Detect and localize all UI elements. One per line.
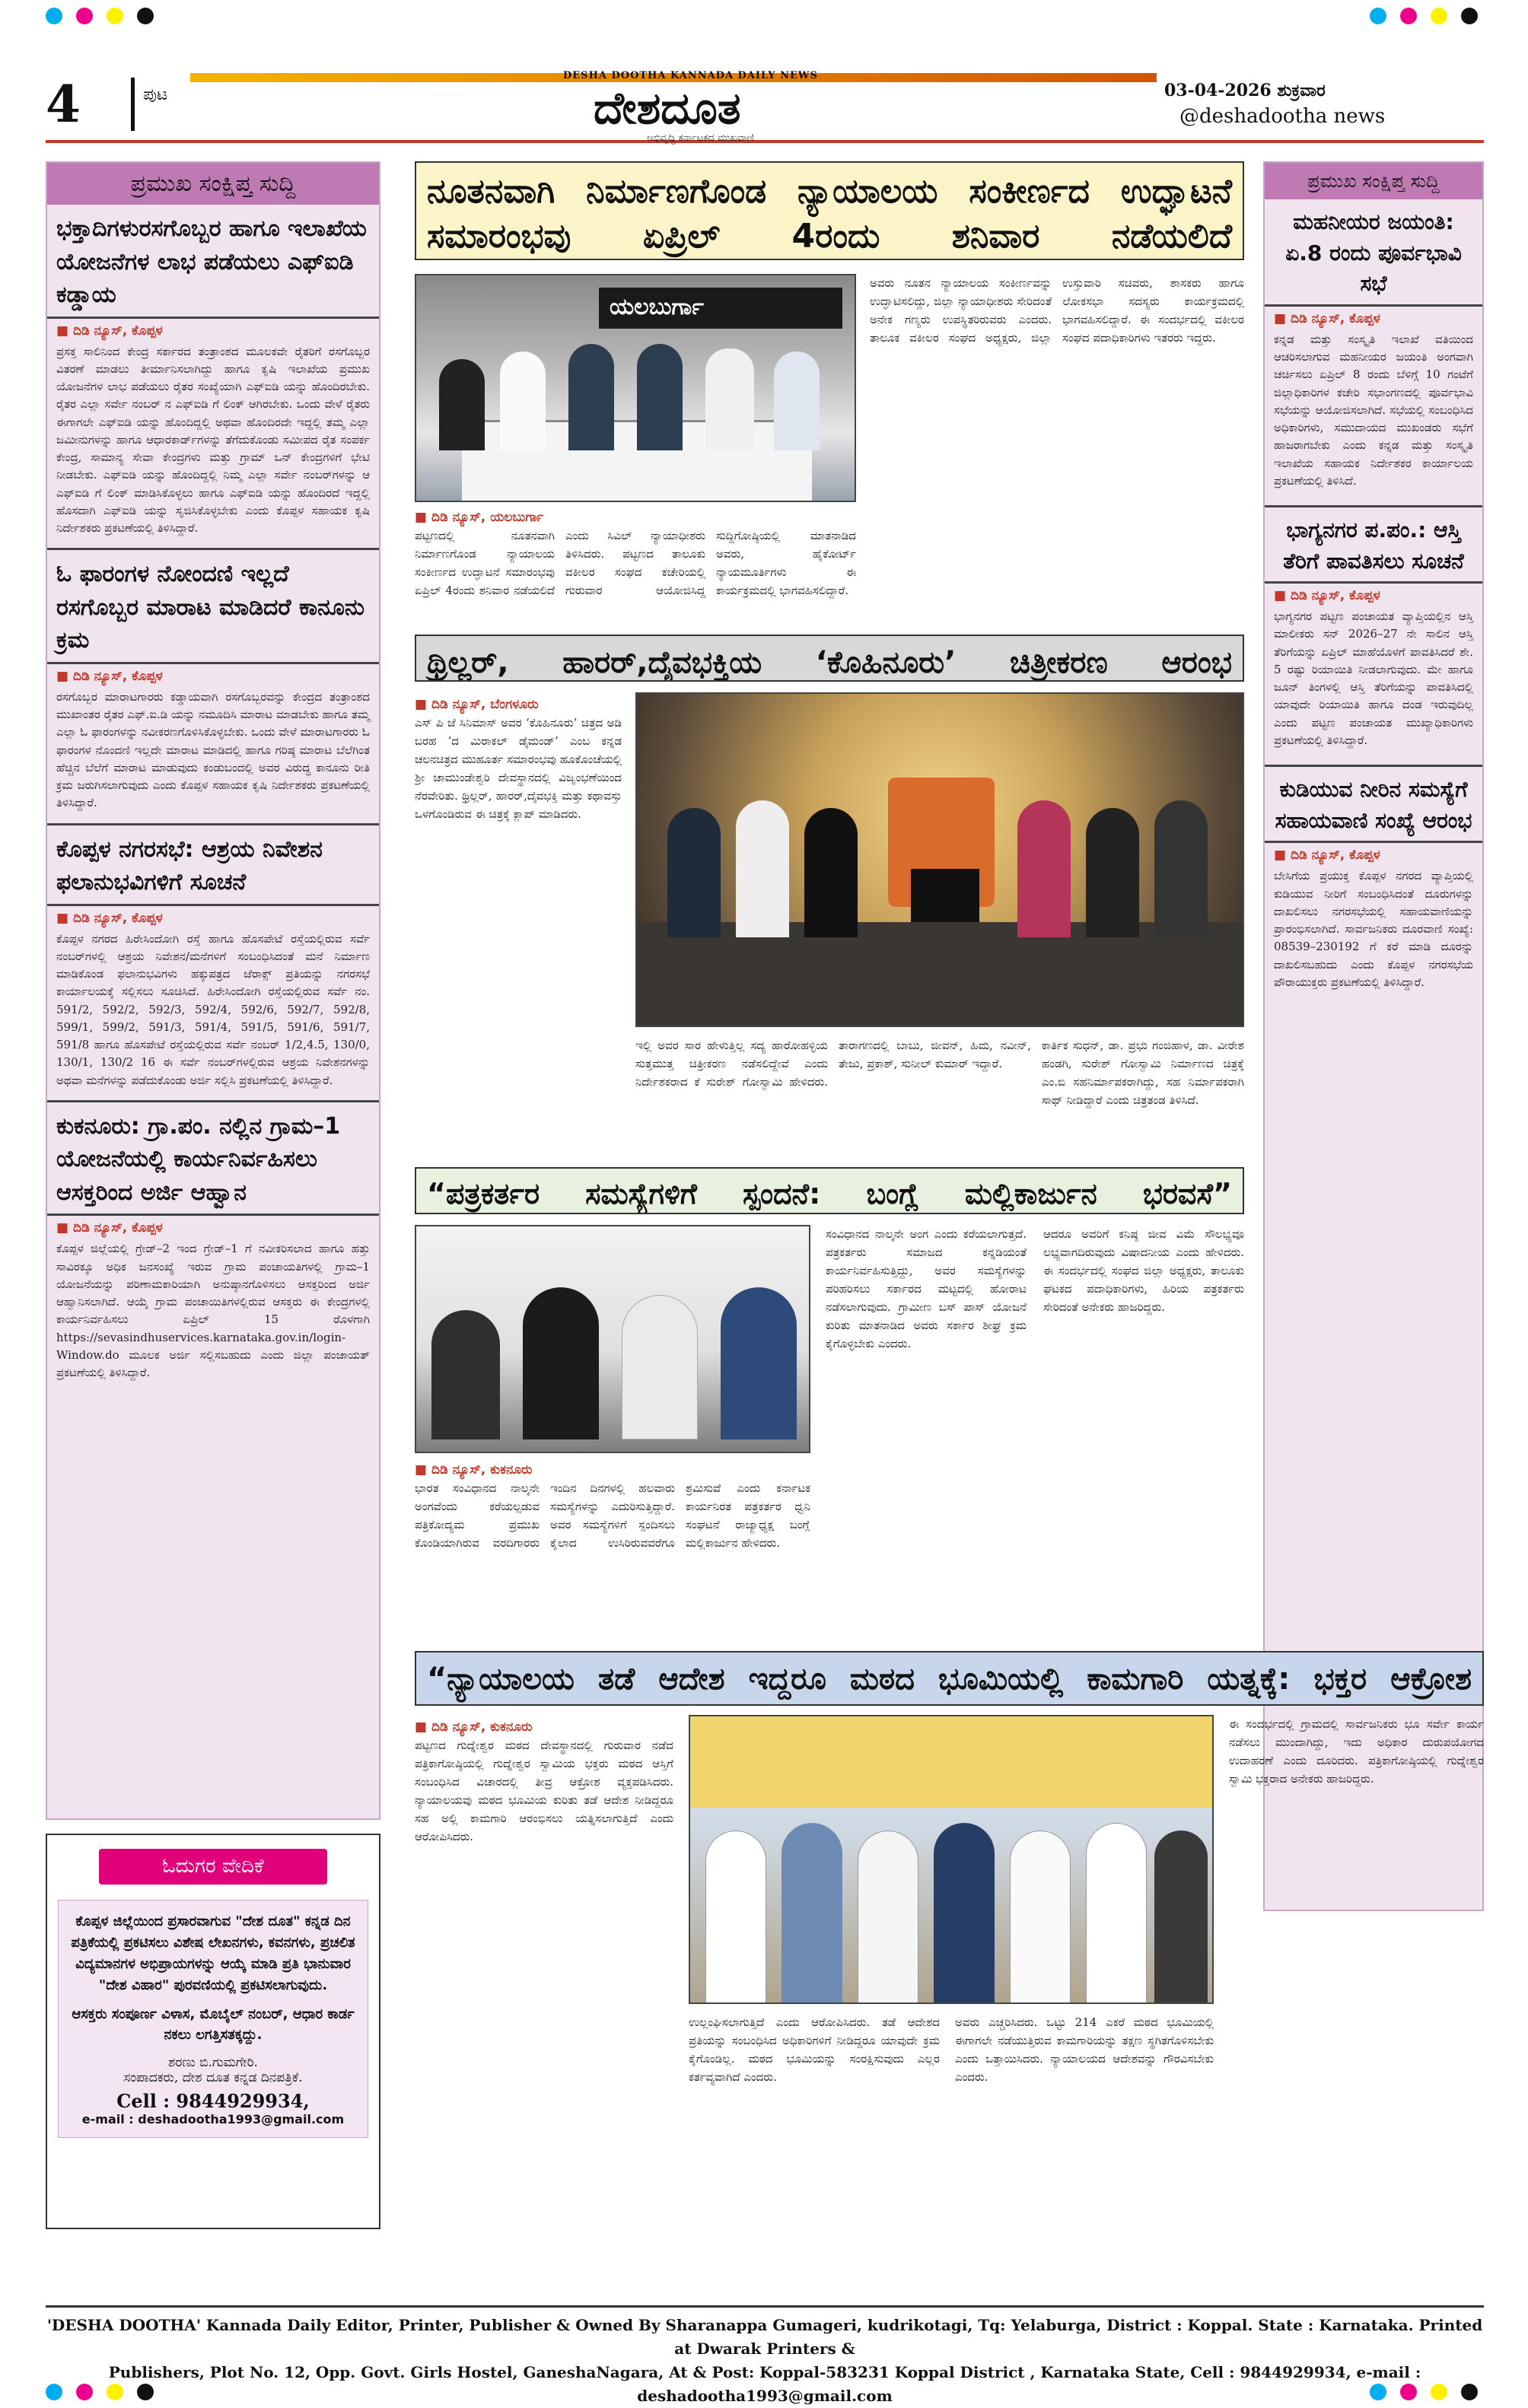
photo-signboard: ಯಲಬುರ್ಗಾ (599, 288, 842, 329)
readers-forum-box (46, 1834, 380, 2229)
story-body: ಉಲ್ಲಂಘಿಸಲಾಗುತ್ತಿದೆ ಎಂದು ಆರೋಪಿಸಿದರು. ತಡೆ ಆದೇಶದ ಪ್ರತಿಯನ್ನು ಸಂಬಂಧಿಸಿದ ಅಧಿಕಾರಿಗಳಿಗೆ ನೀಡಿದ್ದರೂ ಯಾವುದೇ ಕ್ರಮ ಕೈಗೊಂಡಿಲ್ಲ. ಮಠದ ಭೂಮಿಯನ್ನು ಸಂರಕ್ಷಿಸುವುದು ಎಲ್ಲರ ಕರ್ತವ್ಯವಾಗಿದೆ ಎಂದರು. (689, 2015, 940, 2084)
photo-devotees (689, 1715, 1214, 2004)
registration-mark-top (0, 0, 1528, 30)
brief-story (47, 205, 379, 537)
story-headline: ಥ್ರಿಲ್ಲರ್, ಹಾರರ್,ದೈವಭಕ್ತಿಯ ‘ಕೊಹಿನೂರು’ ಚಿತ್ರೀಕರಣ ಆರಂಭ (415, 635, 1244, 682)
readers-forum-text: ಕೊಪ್ಪಳ ಜಿಲ್ಲೆಯಿಂದ ಪ್ರಸಾರವಾಗುವ "ದೇಶ ದೂತ" ಕನ್ನಡ ದಿನ ಪತ್ರಿಕೆಯಲ್ಲಿ ಪ್ರಕಟಿಸಲು ವಿಶೇಷ ಲೇಖನಗಳು, ಕವನಗಳು, ಪ್ರಚಲಿತ ವಿದ್ಯಮಾನಗಳ ಅಭಿಪ್ರಾಯಗಳನ್ನು ಆಯ್ಕೆ ಮಾಡಿ ಪ್ರತಿ ಭಾನುವಾರ "ದೇಶ ವಿಹಾರ" ಪುರವಣಿಯಲ್ಲಿ ಪ್ರಕಟಿಸಲಾಗುವುದು. (71, 1913, 355, 1993)
story-headline: ಭಕ್ತಾದಿಗಳುರಸಗೊಬ್ಬರ ಹಾಗೂ ಇಲಾಖೆಯ ಯೋಜನೆಗಳ ಲಾಭ ಪಡೆಯಲು ಎಫ್ಐಡಿ ಕಡ್ಡಾಯ (47, 205, 379, 319)
story-body: ಕೊಪ್ಪಳ ನಗರದ ಹಿರೇಸಿಂದೋಗಿ ರಸ್ತೆ ಹಾಗೂ ಹೊಸಪೇಟೆ ರಸ್ತೆಯಲ್ಲಿರುವ ಸರ್ವೆ ನಂಬರ್‌ಗಳಲ್ಲಿ ಆಶ್ರಯ ನಿವೇಶನ/ಮನೆಗಳಿಗೆ ಸಂಬಂಧಿಸಿದಂತೆ ಮನೆ ನಿರ್ಮಾಣ ಮಾಡಿಕೊಂಡ ಫಲಾನುಭವಿಗಳು ಹಕ್ಕುಪತ್ರದ ಜೆರಾಕ್ಸ್ ಪ್ರತಿಯನ್ನು ನಗರಸಭೆ ಕಾರ್ಯಾಲಯಕ್ಕೆ ಸಲ್ಲಿಸಲು ಸೂಚಿಸಿದೆ. ಹಿರೇಸಿಂದೋಗಿ ರಸ್ತೆಯಲ್ಲಿರುವ ಸರ್ವೆ ನಂ. 591/2, 592/2, 592/3, 592/4, 592/6, 592/7, 592/8, 599/1, 599/2, 591/3, 591/4, 591/5, 591/6, 591/7, 591/8 ಹಾಗೂ ಹೊಸಪೇಟೆ ರಸ್ತೆಯಲ್ಲಿರುವ ಸರ್ವೆ ನಂಬರ್ 1/2,4.5, 130/0, 130/1, 130/2 16 ಈ ಸರ್ವೆ ನಂಬರ್‌ಗಳಲ್ಲಿರುವ ಆಶ್ರಯ ನಿವೇಶನಗಳನ್ನು ಅಥವಾ ಮನೆಗಳನ್ನು ಪಡೆದುಕೊಂಡು ಅರ್ಜಿ ಸಲ್ಲಿಸಿ ಪ್ರಕಟಣೆಯಲ್ಲಿ ತಿಳಿಸಿದ್ದಾರೆ. (56, 931, 370, 1087)
imprint-line-1: 'DESHA DOOTHA' Kannada Daily Editor, Printer, Publisher & Owned By Sharanappa Gumageri, kudrikotagi, Tq: Yelaburga, District : Koppal. State : Karnataka. Printed at Dwarak Printers & (46, 2316, 1483, 2358)
photo-journalists (415, 1225, 810, 1453)
story-body: ಭಾರತ ಸಂವಿಧಾನದ ನಾಲ್ಕನೇ ಅಂಗವೆಂದು ಕರೆಯಲ್ಪಡುವ ಪತ್ರಿಕೋದ್ಯಮ ಪ್ರಮುಖ ಕೊಂಡಿಯಾಗಿರುವ ವರದಿಗಾರರು ಇಂದಿನ ದಿನಗಳಲ್ಲಿ ಹಲವಾರು ಸಮಸ್ಯೆಗಳನ್ನು ಎದುರಿಸುತ್ತಿದ್ದಾರೆ. ಅವರ ಸಮಸ್ಯೆಗಳಿಗೆ ಸ್ಪಂದಿಸಲು ಕೈಲಾದ ಉಸಿರಿರುವವರೆಗೂ ಶ್ರಮಿಸುವೆ ಎಂದು ಕರ್ನಾಟಕ ಕಾರ್ಯನಿರತ ಪತ್ರಕರ್ತರ ಧ್ವನಿ ಸಂಘಟನೆ ರಾಜ್ಯಾಧ್ಯಕ್ಷ ಬಂಗ್ಲೆ ಮಲ್ಲಿಕಾರ್ಜುನ ಹೇಳಿದರು. (415, 1481, 810, 1550)
byline: ■ ದಿಡಿ ನ್ಯೂಸ್, ಕೊಪ್ಪಳ (56, 1220, 163, 1236)
photo-person (1017, 800, 1071, 937)
readers-forum-note: ಆಸಕ್ತರು ಸಂಪೂರ್ಣ ವಿಳಾಸ, ಮೊಬೈಲ್ ನಂಬರ್, ಆಧಾರ ಕಾರ್ಡ ನಕಲು ಲಗತ್ತಿಸತಕ್ಕದ್ದು. (72, 2006, 355, 2044)
story-body: ಪ್ರಸಕ್ತ ಸಾಲಿನಿಂದ ಕೇಂದ್ರ ಸರ್ಕಾರದ ತಂತ್ರಾಂಶದ ಮೂಲಕವೇ ರೈತರಿಗೆ ರಸಗೊಬ್ಬರ ವಿತರಣೆ ಮಾಡಲು ತೀರ್ಮಾನಿಸಲಾಗಿದ್ದು ಹಾಗೂ ಕೃಷಿ ಇಲಾಖೆಯ ಪ್ರಮುಖ ಯೋಜನೆಗಳ ಲಾಭ ಪಡೆಯಲು ರೈತರ ಸಂಖ್ಯೆಯಾಗಿ ಎಫ್ಐಡಿ ಯನ್ನು ಹೊಂದಿರಬೇಕು. ರೈತರ ಎಲ್ಲಾ ಸರ್ವೇ ನಂಬರ್ ನ ಎಫ್ಐಡಿ ಗೆ ಲಿಂಕ್ ಆಗಿರಬೇಕು. ಒಂದು ವೇಳೆ ರೈತರು ಈಗಾಗಲೇ ಎಫ್ಐಡಿ ಯನ್ನು ಹೊಂದಿದ್ದಲ್ಲಿ ಅಥವಾ ಹೊಂದಿರದೇ ಇದ್ದಲ್ಲಿ ತಮ್ಮ ಎಲ್ಲಾ ಜಮೀನುಗಳನ್ನು ಹಾಗೂ ಆಧಾರಕಾರ್ಡ್‌ಗಳನ್ನು ತೆಗೆದುಕೊಂಡು ಸಮೀಪದ ರೈತ ಸಂಪರ್ಕ ಕೇಂದ್ರ, ಸಾಮಾನ್ಯ ಸೇವಾ ಕೇಂದ್ರಗಳು ಮತ್ತು ಗ್ರಾಮ್ ಒನ್ ಕೇಂದ್ರಗಳಿಗೆ ಭೇಟಿ ನೀಡಬೇಕು. ಎಫ್ಐಡಿ ಯನ್ನು ಹೊಂದಿದ್ದಲ್ಲಿ ನಿಮ್ಮ ಎಲ್ಲಾ ಸರ್ವೇ ನಂಬರ್‌ಗಳನ್ನು ಆ ಎಫ್ಐಡಿ ಗೆ ಲಿಂಕ್ ಮಾಡಿಸಿಕೊಳ್ಳಲು ಹಾಗೂ ಎಫ್ಐಡಿ ಯನ್ನು ಹೊಂದಿರದೆ ಇದ್ದಲ್ಲಿ ಹೊಸದಾಗಿ ಎಫ್ಐಡಿ ಯನ್ನು ಸೃಜಿಸಿಕೊಳ್ಳಬೇಕು ಎಂದು ಕೊಪ್ಪಳ ಸಹಾಯಕ ಕೃಷಿ ನಿರ್ದೇಶಕರು ಪ್ರಕಟಣೆಯಲ್ಲಿ ತಿಳಿಸಿದ್ದಾರೆ. (56, 344, 370, 535)
photo-person (1086, 808, 1139, 937)
byline: ■ ದಿಡಿ ನ್ಯೂಸ್, ಕೊಪ್ಪಳ (1274, 588, 1380, 604)
story-body: ಈ ಸಂದರ್ಭದಲ್ಲಿ ಗ್ರಾಮದಲ್ಲಿ ಸಾರ್ವಜನಿಕರು ಭೂ ಸರ್ವೇ ಕಾರ್ಯ ನಡೆಸಲು ಮುಂದಾಗಿದ್ದು, ಇದು ಅಧಿಕಾರ ದುರುಪಯೋಗದ ಉದಾಹರಣೆ ಎಂದು ದೂರಿದರು. ಪತ್ರಿಕಾಗೋಷ್ಠಿಯಲ್ಲಿ ಗುದ್ನೇಶ್ವರ ಸ್ವಾಮಿ ಭಕ್ತರಾದ ಅನೇಕರು ಹಾಜರಿದ್ದರು. (1229, 1717, 1484, 1786)
paper-name-english: DESHA DOOTHA KANNADA DAILY NEWS (563, 70, 818, 81)
story-headline: “ನ್ಯಾಯಾಲಯ ತಡೆ ಆದೇಶ ಇದ್ದರೂ ಮಠದ ಭೂಮಿಯಲ್ಲಿ ಕಾಮಗಾರಿ ಯತ್ನಕ್ಕೆ: ಭಕ್ತರ ಆಕ್ರೋಶ (415, 1651, 1484, 1706)
story-body: ಕೊಪ್ಪಳ ಜಿಲ್ಲೆಯಲ್ಲಿ ಗ್ರೇಡ್–2 ಇಂದ ಗ್ರೇಡ್–1 ಗೆ ನವೀಕರಿಸಲಾದ ಹಾಗೂ ಹತ್ತು ಸಾವಿರಕ್ಕೂ ಅಧಿಕ ಜನಸಂಖ್ಯೆ ಇರುವ ಗ್ರಾಮ ಪಂಚಾಯತಿಗಳಲ್ಲಿ ಗ್ರಾಮ–1 ಯೋಜನೆಯನ್ನು ಪರಿಣಾಮಕಾರಿಯಾಗಿ ಅನುಷ್ಠಾನಗೊಳಿಸಲು ಆಸಕ್ತರಿಂದ ಅರ್ಜಿ ಆಹ್ವಾನಿಸಲಾಗಿದೆ. ಆಯ್ಕೆ ಗ್ರಾಮ ಪಂಚಾಯಿತಿಗಳಲ್ಲಿರುವ ಆಸಕ್ತರು ಈ ಕೇಂದ್ರಗಳಲ್ಲಿ ಕಾರ್ಯನಿರ್ವಹಿಸಲು ಏಪ್ರಿಲ್ 15 ರೊಳಗಾಗಿ https://sevasindhuservices.karnataka.gov.in/login-Window.do ಮೂಲಕ ಅರ್ಜಿ ಸಲ್ಲಿಸಬಹುದು ಎಂದು ಜಿಲ್ಲಾ ಪಂಚಾಯತ್ ಪ್ರಕಟಣೆಯಲ್ಲಿ ತಿಳಿಸಿದ್ದಾರೆ. (56, 1242, 370, 1379)
social-handle: @deshadootha news (1179, 105, 1386, 128)
left-brief-column (46, 161, 380, 1820)
story-headline: ಓ ಫಾರಂಗಳ ನೋಂದಣಿ ಇಲ್ಲದೆ ರಸಗೊಬ್ಬರ ಮಾರಾಟ ಮಾಡಿದರೆ ಕಾನೂನು ಕ್ರಮ (47, 550, 379, 664)
story-body: ಭಾಗ್ಯನಗರ ಪಟ್ಟಣ ಪಂಚಾಯತ ವ್ಯಾಪ್ತಿಯಲ್ಲಿನ ಆಸ್ತಿ ಮಾಲೀಕರು ಸನ್ 2026–27 ನೇ ಸಾಲಿನ ಆಸ್ತಿ ತೆರಿಗೆಯನ್ನು ಏಪ್ರಿಲ್ ಮಾಹೆಯೊಳಗೆ ಪಾವತಿಸಿದರೆ ಶೇ. 5 ರಷ್ಟು ರಿಯಾಯಿತಿ ನೀಡಲಾಗುವುದು. ಮೇ ಹಾಗೂ ಜೂನ್ ತಿಂಗಳಲ್ಲಿ ಆಸ್ತಿ ತೆರಿಗೆಯನ್ನು ಪಾವತಿಸಿದಲ್ಲಿ ಯಾವುದೇ ರಿಯಾಯಿತಿ ಹಾಗೂ ದಂಡ ಇರುವುದಿಲ್ಲ ಎಂದು ಪಟ್ಟಣ ಪಂಚಾಯತ ಮುಖ್ಯಾಧಿಕಾರಿಗಳು ಪ್ರಕಟಣೆಯಲ್ಲಿ ತಿಳಿಸಿದ್ದಾರೆ. (1274, 609, 1473, 747)
page-word: ಪುಟ (143, 85, 168, 104)
story-body: ಇಲ್ಲಿ ಅವರ ಸಾರ ಹೇಳುತ್ತಿಲ್ಲ ಸದ್ಯ ಹಾರೋಹಳ್ಳಿಯ ಸುತ್ತಮುತ್ತ ಚಿತ್ರೀಕರಣ ನಡೆಸಲಿದ್ದೇವೆ ಎಂದು ನಿರ್ದೇಶಕರಾದ ಕೆ ಸುರೇಶ್ ಗೋಸ್ವಾಮಿ ಹೇಳಿದರು. ತಾರಾಗಣದಲ್ಲಿ ಬಾಬು, ಜೀವನ್, ಹಿಮ, ನವೀನ್, ತೇಜು, ಪ್ರಕಾಶ್, ಸುನೀಲ್ ಕುಮಾರ್ ಇದ್ದಾರೆ. (635, 1039, 1031, 1089)
byline: ■ ದಿಡಿ ನ್ಯೂಸ್, ಬೆಂಗಳೂರು (415, 697, 539, 712)
photo-person (637, 344, 683, 450)
story-headline: ಕೊಪ್ಪಳ ನಗರಸಭೆ: ಆಶ್ರಯ ನಿವೇಶನ ಫಲಾನುಭವಿಗಳಿಗೆ ಸೂಚನೆ (47, 825, 379, 906)
story-body: ಪಟ್ಟಣದಲ್ಲಿ ನೂತನವಾಗಿ ನಿರ್ಮಾಣಗೊಂಡ ನ್ಯಾಯಾಲಯ ಸಂಕೀರ್ಣದ ಉದ್ಘಾಟನೆ ಸಮಾರಂಭವು ಏಪ್ರಿಲ್ 4ರಂದು ಶನಿವಾರ ನಡೆಯಲಿದೆ ಎಂದು ಸಿವಿಲ್ ನ್ಯಾಯಾಧೀಶರು ತಿಳಿಸಿದರು. ಪಟ್ಟಣದ ತಾಲೂಕು ವಕೀಲರ ಸಂಘದ ಕಚೇರಿಯಲ್ಲಿ ಗುರುವಾರ ಆಯೋಜಿಸಿದ್ದ ಸುದ್ದಿಗೋಷ್ಠಿಯಲ್ಲಿ ಮಾತನಾಡಿದ ಅವರು, ಹೈಕೋರ್ಟ್ ನ್ಯಾಯಮೂರ್ತಿಗಳು ಈ ಕಾರ್ಯಕ್ರಮದಲ್ಲಿ ಭಾಗವಹಿಸಲಿದ್ದಾರೆ. (415, 529, 856, 597)
byline: ■ ದಿಡಿ ನ್ಯೂಸ್, ಕೊಪ್ಪಳ (1274, 310, 1380, 326)
byline: ■ ದಿಡಿ ನ್ಯೂಸ್, ಕೊಪ್ಪಳ (56, 323, 163, 339)
photo-person (1154, 1831, 1208, 2004)
photo-person (568, 344, 614, 450)
photo-person (523, 1287, 599, 1439)
photo-person (1010, 1831, 1071, 2004)
registration-mark-bottom (0, 2378, 1528, 2408)
story-court-complex (415, 161, 1244, 625)
brief-story (1265, 199, 1482, 490)
photo-person (431, 1310, 500, 1439)
photo-person (705, 1831, 766, 2004)
page-number: 4 (46, 75, 81, 134)
photo-person (1154, 800, 1208, 937)
left-column-header: ಪ್ರಮುಖ ಸಂಕ್ಷಿಪ್ತ ಸುದ್ದಿ (47, 163, 379, 205)
readers-forum-header: ಓದುಗರ ವೇದಿಕೆ (99, 1849, 327, 1885)
dateline: 03-04-2026 ಶುಕ್ರವಾರ (1164, 81, 1326, 100)
story-headline: ಭಾಗ್ಯನಗರ ಪ.ಪಂ.: ಆಸ್ತಿ ತೆರಿಗೆ ಪಾವತಿಸಲು ಸೂಚನೆ (1265, 507, 1482, 584)
story-body: ಬೇಸಿಗೆಯ ಪ್ರಯುಕ್ತ ಕೊಪ್ಪಳ ನಗರದ ವ್ಯಾಪ್ತಿಯಲ್ಲಿ ಕುಡಿಯುವ ನೀರಿಗೆ ಸಂಬಂಧಿಸಿದಂತೆ ದೂರುಗಳನ್ನು ದಾಖಲಿಸಲು ನಗರಸಭೆಯಲ್ಲಿ ಸಹಾಯವಾಣಿಯನ್ನು ಪ್ರಾರಂಭಿಸಲಾಗಿದೆ. ಸಾರ್ವಜನಿಕರು ದೂರವಾಣಿ ಸಂಖ್ಯೆ: 08539–230192 ಗೆ ಕರೆ ಮಾಡಿ ದೂರನ್ನು ದಾಖಲಿಸಬಹುದು ಎಂದು ಕೊಪ್ಪಳ ನಗರಸಭೆಯ ಪೌರಾಯುಕ್ತರು ಪ್ರಕಟಣೆಯಲ್ಲಿ ತಿಳಿಸಿದ್ದಾರೆ. (1274, 869, 1473, 989)
story-kohinooru-film (415, 635, 1244, 1158)
photo-person (622, 1295, 698, 1439)
editor-role: ಸಂಪಾದಕರು, ದೇಶ ದೂತ ಕನ್ನಡ ದಿನಪತ್ರಿಕೆ. (123, 2070, 303, 2086)
photo-person (721, 1287, 797, 1439)
newspaper-logo: ದೇಶದೂತ (594, 82, 741, 134)
photo-person (500, 351, 546, 450)
photo-person (858, 1831, 918, 2004)
story-body: ರಸಗೊಬ್ಬರ ಮಾರಾಟಗಾರರು ಕಡ್ಡಾಯವಾಗಿ ರಸಗೊಬ್ಬರವನ್ನು ಕೇಂದ್ರದ ತಂತ್ರಾಂಶದ ಮುಖಾಂತರ ರೈತರ ಎಫ್.ಐ.ಡಿ ಯನ್ನು ನಮೂದಿಸಿ ಮಾರಾಟ ಮಾಡಬೇಕು ಹಾಗೂ ತಮ್ಮ ಎಲ್ಲಾ ಓ ಫಾರಂಗಳನ್ನು ನವೀಕರಣಗೊಳಿಸಿಕೊಳ್ಳಬೇಕು. ಒಂದು ವೇಳೆ ಮಾರಾಟಗಾರರು ಓ ಫಾರಂಗಳ ನೊಂದಣಿ ಇಲ್ಲದೇ ಮಾರಾಟ ಮಾಡಿದಲ್ಲಿ ಹಾಗೂ ಗರಿಷ್ಠ ಮಾರಾಟ ಬೆಲೆಗಿಂತ ಹೆಚ್ಚಿನ ಬೆಲೆಗೆ ಮಾರಾಟ ಮಾಡುವುದು ಕಂಡುಬಂದಲ್ಲಿ ಅವರ ವಿರುದ್ಧ ಕಾನೂನು ರೀತಿ ಕ್ರಮ ಜರುಗಿಸಲಾಗುವುದು ಎಂದು ಕೊಪ್ಪಳ ಸಹಾಯಕ ಕೃಷಿ ನಿರ್ದೇಶಕರು ಪ್ರಕಟಣೆಯಲ್ಲಿ ತಿಳಿಸಿದ್ದಾರೆ. (56, 689, 370, 810)
byline: ■ ದಿಡಿ ನ್ಯೂಸ್, ಕುಕನೂರು (415, 1719, 533, 1735)
story-headline: ಕುಕನೂರು: ಗ್ರಾ.ಪಂ. ನಲ್ಲಿನ ಗ್ರಾಮ–1 ಯೋಜನೆಯಲ್ಲಿ ಕಾರ್ಯನಿರ್ವಹಿಸಲು ಆಸಕ್ತರಿಂದ ಅರ್ಜಿ ಆಹ್ವಾನ (47, 1102, 379, 1217)
editor-name: ಶರಣು ಬಿ.ಗುಮಗೇರಿ. (168, 2055, 258, 2071)
photo-floor (637, 922, 1244, 1027)
photo-wall (690, 1716, 1214, 1808)
story-body: ಎಸ್ ಪಿ ಜೆ ಸಿನಿಮಾಸ್ ಅವರ ‘ಕೊಹಿನೂರು’ ಚಿತ್ರದ ಅಡಿ ಬರಹ ‘ದ ಮಿರಾಕಲ್ ಡೈಮಂಡ್’ ಎಂಬ ಕನ್ನಡ ಚಲನಚಿತ್ರದ ಮುಹೂರ್ತ ಸಮಾರಂಭವು ಹೂಕೊಂಚೆಯಲ್ಲಿ ಶ್ರೀ ಚಾಮುಂಡೇಶ್ವರಿ ದೇವಸ್ಥಾನದಲ್ಲಿ ವಿಜೃಂಭಣೆಯಿಂದ ನೆರವೇರಿತು. ಥ್ರಿಲ್ಲರ್, ಹಾರರ್,ದೈವಭಕ್ತಿ ಮತ್ತು ಕಥಾವಸ್ತು ಒಳಗೊಂಡಿರುವ ಈ ಚಿತ್ರಕ್ಕೆ ಕ್ಲಾಪ್ ಮಾಡಿದರು. (415, 716, 622, 821)
imprint-line-2: Publishers, Plot No. 12, Opp. Govt. Girls Hostel, GaneshaNagara, At & Post: Koppal-583231 Koppal District , Karnataka State, Cell : 9844929934, e-mail : deshadootha1993@gmail.com (108, 2363, 1421, 2405)
divider (131, 78, 135, 131)
photo-person (736, 800, 789, 937)
byline: ■ ದಿಡಿ ನ್ಯೂಸ್, ಕೊಪ್ಪಳ (1274, 848, 1380, 864)
byline: ■ ದಿಡಿ ನ್ಯೂಸ್, ಕೊಪ್ಪಳ (56, 910, 163, 926)
byline: ■ ದಿಡಿ ನ್ಯೂಸ್, ಯಲಬುರ್ಗಾ (415, 510, 544, 525)
brief-story (1265, 505, 1482, 749)
brief-story (47, 823, 379, 1089)
editor-email: e-mail : deshadootha1993@gmail.com (81, 2112, 345, 2127)
editor-cell: Cell : 9844929934, (116, 2090, 310, 2113)
story-body: ಅವರು ಎಚ್ಚರಿಸಿದರು. ಒಟ್ಟು 214 ಎಕರೆ ಮಠದ ಭೂಮಿಯಲ್ಲಿ ಈಗಾಗಲೇ ನಡೆಯುತ್ತಿರುವ ಕಾಮಗಾರಿಯನ್ನು ತಕ್ಷಣ ಸ್ಥಗಿತಗೊಳಿಸಬೇಕು ಎಂದು ಒತ್ತಾಯಿಸಿದರು. ನ್ಯಾಯಾಲಯದ ಆದೇಶವನ್ನು ಗೌರವಿಸಬೇಕು ಎಂದರು. (955, 2015, 1214, 2084)
byline: ■ ದಿಡಿ ನ್ಯೂಸ್, ಕುಕನೂರು (415, 1462, 533, 1478)
photo-person (705, 348, 754, 450)
story-journalists (415, 1167, 1244, 1639)
story-headline: “ಪತ್ರಕರ್ತರ ಸಮಸ್ಯೆಗಳಿಗೆ ಸ್ಪಂದನೆ: ಬಂಗ್ಲೆ ಮಲ್ಲಿಕಾರ್ಜುನ ಭರವಸೆ” (415, 1167, 1244, 1214)
byline: ■ ದಿಡಿ ನ್ಯೂಸ್, ಕೊಪ್ಪಳ (56, 668, 163, 684)
story-body: ಕಾರ್ತಿಕ ಸುಧನ್, ಡಾ. ಪ್ರಭು ಗಂಜಿಹಾಳ, ಡಾ. ವೀರೇಶ ಹಂಡಗಿ, ಸುರೇಶ್ ಗೋಸ್ವಾಮಿ ನಿರ್ಮಾಣದ ಚಿತ್ರಕ್ಕೆ ಎಂ.ಬಿ ಸಹನಿರ್ಮಾಪಕರಾಗಿದ್ದು, ಸಹ ನಿರ್ಮಾಪಕರಾಗಿ ಸಾಥ್ ನೀಡಿದ್ದಾರೆ ಎಂದು ಚಿತ್ರತಂಡ ತಿಳಿಸಿದೆ. (1042, 1039, 1244, 1107)
right-brief-column (1263, 161, 1484, 1911)
photo-person (804, 808, 858, 937)
brief-story (47, 1100, 379, 1382)
story-body: ಅವರು ನೂತನ ನ್ಯಾಯಾಲಯ ಸಂಕೀರ್ಣವನ್ನು ಉದ್ಘಾಟಿಸಲಿದ್ದು, ಜಿಲ್ಲಾ ನ್ಯಾಯಾಧೀಶರು ಸೇರಿದಂತೆ ಅನೇಕ ಗಣ್ಯರು ಉಪಸ್ಥಿತರಿರುವರು ಎಂದರು. ತಾಲೂಕ ವಕೀಲರ ಸಂಘದ ಅಧ್ಯಕ್ಷರು, ಜಿಲ್ಲಾ ಉಸ್ತುವಾರಿ ಸಚಿವರು, ಶಾಸಕರು ಹಾಗೂ ಲೋಕಸಭಾ ಸದಸ್ಯರು ಕಾರ್ಯಕ್ರಮದಲ್ಲಿ ಭಾಗವಹಿಸಲಿದ್ದಾರೆ. ಈ ಸಂದರ್ಭದಲ್ಲಿ ವಕೀಲರ ಸಂಘದ ಪದಾಧಿಕಾರಿಗಳು ಇತರರು ಇದ್ದರು. (870, 276, 1244, 345)
photo-person (774, 351, 820, 450)
masthead (46, 67, 1484, 143)
photo-person (667, 808, 721, 937)
story-headline: ಮಹನೀಯರ ಜಯಂತಿ: ಏ.8 ರಂದು ಪೂರ್ವಭಾವಿ ಸಭೆ (1265, 199, 1482, 307)
photo-person (439, 359, 485, 450)
photo-person (1086, 1823, 1147, 2004)
photo-camera (911, 869, 979, 922)
story-body: ಪಟ್ಟಣದ ಗುದ್ನೇಶ್ವರ ಮಠದ ದೇವಸ್ಥಾನದಲ್ಲಿ ಗುರುವಾರ ನಡೆದ ಪತ್ರಿಕಾಗೋಷ್ಠಿಯಲ್ಲಿ ಗುದ್ನೇಶ್ವರ ಸ್ವಾಮಿಯ ಭಕ್ತರು ಮಠದ ಆಸ್ತಿಗೆ ಸಂಬಂಧಿಸಿದ ವಿಚಾರದಲ್ಲಿ ತೀವ್ರ ಆಕ್ರೋಶ ವ್ಯಕ್ತಪಡಿಸಿದರು. ನ್ಯಾಯಾಲಯವು ಮಠದ ಭೂಮಿಯ ಕುರಿತು ತಡೆ ಆದೇಶ ನೀಡಿದ್ದರೂ ಸಹ ಅಲ್ಲಿ ಕಾಮಗಾರಿ ಆರಂಭಿಸಲು ಯತ್ನಿಸಲಾಗುತ್ತಿದೆ ಎಂದು ಆರೋಪಿಸಿದರು. (415, 1738, 673, 1843)
story-body: ಆದರೂ ಅವರಿಗೆ ಕನಿಷ್ಠ ಜೀವ ವಿಮೆ ಸೌಲಭ್ಯವೂ ಲಭ್ಯವಾಗದಿರುವುದು ವಿಷಾದನೀಯ ಎಂದು ಹೇಳಿದರು. ಈ ಸಂದರ್ಭದಲ್ಲಿ ಸಂಘದ ಜಿಲ್ಲಾ ಅಧ್ಯಕ್ಷರು, ತಾಲೂಕು ಘಟಕದ ಪದಾಧಿಕಾರಿಗಳು, ಹಿರಿಯ ಪತ್ರಕರ್ತರು ಸೇರಿದಂತೆ ಅನೇಕರು ಹಾಜರಿದ್ದರು. (1043, 1227, 1244, 1314)
brief-story (47, 548, 379, 812)
story-math-land (415, 1651, 1484, 2290)
photo-person (934, 1823, 995, 2004)
story-body: ಕನ್ನಡ ಮತ್ತು ಸಂಸ್ಕೃತಿ ಇಲಾಖೆ ವತಿಯಿಂದ ಆಚರಿಸಲಾಗುವ ಮಹನೀಯರ ಜಯಂತಿ ಅಂಗವಾಗಿ ಚರ್ಚಿಸಲು ಏಪ್ರಿಲ್ 8 ರಂದು ಬೆಳಿಗ್ಗೆ 10 ಗಂಟೆಗೆ ಜಿಲ್ಲಾಧಿಕಾರಿಗಳ ಕಚೇರಿ ಸಭಾಂಗಣದಲ್ಲಿ ಪೂರ್ವಭಾವಿ ಸಭೆಯನ್ನು ಆಯೋಜಿಸಲಾಗಿದೆ. ಸಭೆಯಲ್ಲಿ ಸಂಬಂಧಿಸಿದ ಅಧಿಕಾರಿಗಳು, ಸಮುದಾಯದ ಮುಖಂಡರು ಸಭೆಗೆ ಹಾಜರಾಗಬೇಕು ಎಂದು ಕನ್ನಡ ಮತ್ತು ಸಂಸ್ಕೃತಿ ಇಲಾಖೆಯ ಸಹಾಯಕ ನಿರ್ದೇಶಕರ ಕಾರ್ಯಾಲಯ ಪ್ರಕಟಣೆಯಲ್ಲಿ ತಿಳಿಸಿದೆ. (1274, 332, 1473, 488)
photo-court-press-meet (415, 274, 856, 502)
tagline: ಅಭಿವೃದ್ಧಿ ಕರ್ನಾಟಕದ ಮುಖವಾಣಿ (647, 132, 754, 144)
story-headline: ನೂತನವಾಗಿ ನಿರ್ಮಾಣಗೊಂಡ ನ್ಯಾಯಾಲಯ ಸಂಕೀರ್ಣದ ಉದ್ಘಾಟನೆ ಸಮಾರಂಭವು ಏಪ್ರಿಲ್ 4ರಂದು ಶನಿವಾರ ನಡೆಯಲಿದೆ (415, 161, 1244, 260)
story-body: ಸಂವಿಧಾನದ ನಾಲ್ಕನೇ ಅಂಗ ಎಂದು ಕರೆಯಲಾಗುತ್ತದೆ. ಪತ್ರಕರ್ತರು ಸಮಾಜದ ಕನ್ನಡಿಯಂತೆ ಕಾರ್ಯನಿರ್ವಹಿಸುತ್ತಿದ್ದು, ಅವರ ಸಮಸ್ಯೆಗಳನ್ನು ಪರಿಹರಿಸಲು ಸರ್ಕಾರದ ಮಟ್ಟದಲ್ಲಿ ಹೋರಾಟ ನಡೆಸಲಾಗುವುದು. ಗ್ರಾಮೀಣ ಬಸ್ ಪಾಸ್ ಯೋಜನೆ ಕುರಿತು ಮಾತನಾಡಿದ ಅವರು ಸರ್ಕಾರ ಶೀಘ್ರ ಕ್ರಮ ಕೈಗೊಳ್ಳಬೇಕು ಎಂದರು. (826, 1227, 1027, 1350)
story-headline: ಕುಡಿಯುವ ನೀರಿನ ಸಮಸ್ಯೆಗೆ ಸಹಾಯವಾಣಿ ಸಂಖ್ಯೆ ಆರಂಭ (1265, 767, 1482, 843)
brief-story (1265, 765, 1482, 991)
readers-forum-inner (58, 1900, 368, 2138)
photo-film-crew (635, 692, 1244, 1027)
right-column-header: ಪ್ರಮುಖ ಸಂಕ್ಷಿಪ್ತ ಸುದ್ದಿ (1265, 163, 1482, 199)
photo-person (782, 1823, 842, 2004)
imprint-footer (46, 2305, 1484, 2405)
